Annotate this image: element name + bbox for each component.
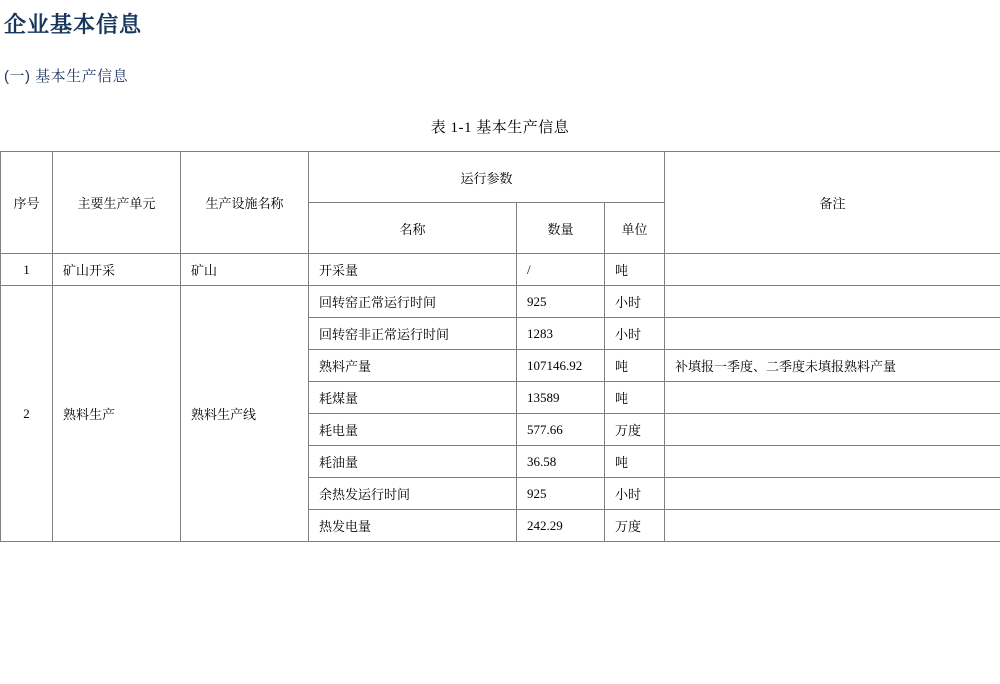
cell-param-name: 热发电量	[309, 510, 517, 542]
cell-param-unit: 万度	[605, 510, 665, 542]
cell-param-name: 耗电量	[309, 414, 517, 446]
header-param-qty: 数量	[517, 203, 605, 254]
cell-param-qty: 925	[517, 286, 605, 318]
table-header	[1, 152, 1000, 254]
header-remark: 备注	[665, 152, 1000, 254]
cell-param-unit: 万度	[605, 414, 665, 446]
cell-remark	[665, 510, 1000, 542]
basic-production-table	[0, 151, 1000, 542]
cell-seq: 1	[1, 254, 53, 286]
cell-remark	[665, 286, 1000, 318]
table-row	[1, 286, 1000, 318]
cell-param-name: 熟料产量	[309, 350, 517, 382]
document-page	[0, 8, 1000, 684]
cell-remark	[665, 478, 1000, 510]
cell-remark	[665, 254, 1000, 286]
cell-remark	[665, 382, 1000, 414]
header-param-unit: 单位	[605, 203, 665, 254]
header-seq: 序号	[1, 152, 53, 254]
header-unit: 主要生产单元	[53, 152, 181, 254]
cell-remark: 补填报一季度、二季度未填报熟料产量	[665, 350, 1000, 382]
cell-param-qty: 242.29	[517, 510, 605, 542]
cell-facility: 熟料生产线	[181, 286, 309, 542]
cell-param-unit: 小时	[605, 286, 665, 318]
cell-seq: 2	[1, 286, 53, 542]
cell-param-qty: 36.58	[517, 446, 605, 478]
cell-unit: 矿山开采	[53, 254, 181, 286]
cell-remark	[665, 414, 1000, 446]
cell-param-name: 余热发运行时间	[309, 478, 517, 510]
table-row	[1, 254, 1000, 286]
cell-param-unit: 吨	[605, 350, 665, 382]
table-caption: 表 1-1 基本生产信息	[0, 116, 1000, 137]
table-body	[1, 254, 1000, 542]
cell-param-name: 开采量	[309, 254, 517, 286]
page-title: 企业基本信息	[4, 8, 1000, 39]
cell-param-name: 耗煤量	[309, 382, 517, 414]
cell-param-unit: 吨	[605, 382, 665, 414]
section-heading: (一) 基本生产信息	[4, 65, 1000, 86]
cell-unit: 熟料生产	[53, 286, 181, 542]
header-facility: 生产设施名称	[181, 152, 309, 254]
cell-param-unit: 小时	[605, 318, 665, 350]
cell-param-name: 回转窑非正常运行时间	[309, 318, 517, 350]
cell-param-qty: /	[517, 254, 605, 286]
cell-param-unit: 吨	[605, 254, 665, 286]
header-params-group: 运行参数	[309, 152, 665, 203]
table-header-row-1	[1, 152, 1000, 203]
cell-remark	[665, 318, 1000, 350]
cell-remark	[665, 446, 1000, 478]
cell-param-qty: 13589	[517, 382, 605, 414]
cell-param-name: 耗油量	[309, 446, 517, 478]
cell-facility: 矿山	[181, 254, 309, 286]
cell-param-qty: 925	[517, 478, 605, 510]
header-param-name: 名称	[309, 203, 517, 254]
cell-param-qty: 577.66	[517, 414, 605, 446]
cell-param-name: 回转窑正常运行时间	[309, 286, 517, 318]
cell-param-qty: 107146.92	[517, 350, 605, 382]
cell-param-qty: 1283	[517, 318, 605, 350]
cell-param-unit: 小时	[605, 478, 665, 510]
cell-param-unit: 吨	[605, 446, 665, 478]
